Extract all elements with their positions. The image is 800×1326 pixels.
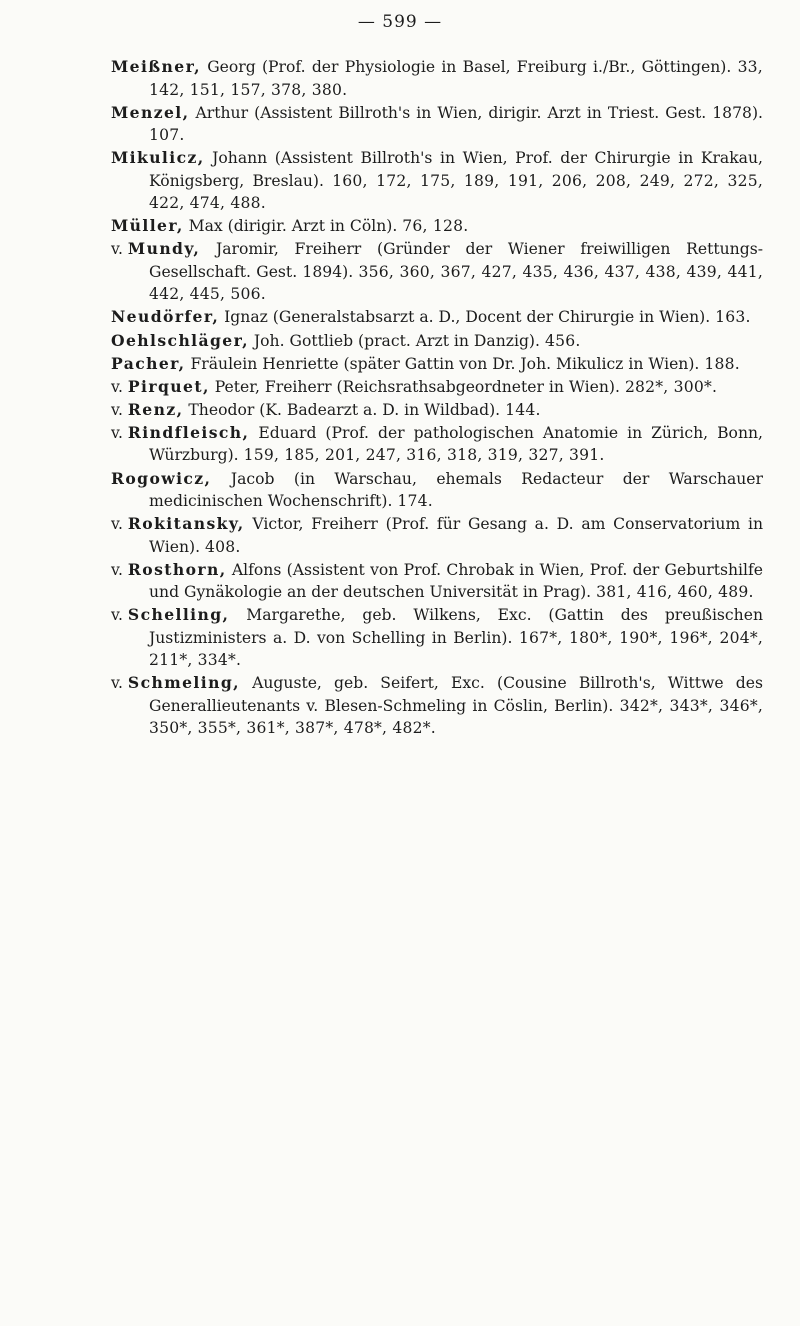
index-entry [111, 215, 763, 238]
index-entry [111, 559, 763, 604]
index-entry [111, 147, 763, 215]
entry-description: Johann (Assistent Billroth's in Wien, Prof. der Chirurgie in Krakau, Königsberg, Breslau). [149, 149, 763, 190]
entry-description: Max (dirigir. Arzt in Cöln). [188, 217, 398, 236]
entry-pages: 408. [205, 537, 241, 556]
entry-description: Fräulein Henriette (später Gattin von Dr. Joh. Mikulicz in Wien). [190, 354, 700, 373]
entry-pages: 174. [397, 492, 433, 511]
entry-pages: 342*, 343*, 346*, 350*, 355*, 361*, 387*, 478*, 482*. [149, 696, 763, 738]
entry-prefix: v. [111, 377, 123, 396]
index-entry [111, 330, 763, 353]
page-number: — 599 — [357, 12, 443, 32]
entry-pages: 381, 416, 460, 489. [596, 583, 754, 602]
index-entry [111, 422, 763, 467]
entry-description: Auguste, geb. Seifert, Exc. (Cousine Billroth's, Wittwe des Generallieutenants v. Blesen-Schmeling in Cöslin, Berlin). [149, 674, 763, 715]
entry-description: Jacob (in Warschau, ehemals Redacteur der Warschauer medicinischen Wochenschrift). [149, 469, 763, 511]
entry-prefix: v. [111, 674, 123, 693]
entry-pages: 76, 128. [402, 217, 469, 236]
entry-description: Joh. Gottlieb (pract. Arzt in Danzig). [253, 331, 540, 350]
entry-name: Schmeling, [127, 673, 240, 693]
index-entry [111, 468, 763, 513]
index-entry [111, 672, 763, 740]
entry-description: Margarethe, geb. Wilkens, Exc. (Gattin des preußischen Justizministers a. D. von Schelling in Berlin). [149, 606, 763, 647]
entry-pages: 107. [149, 126, 185, 145]
entry-description: Ignaz (Generalstabsarzt a. D., Docent der Chirurgie in Wien). [224, 308, 711, 327]
entry-description: Eduard (Prof. der pathologischen Anatomie in Zürich, Bonn, Würzburg). [149, 423, 763, 465]
entry-name: Rokitansky, [127, 514, 245, 534]
entry-prefix: v. [111, 606, 123, 625]
entry-name: Mundy, [127, 239, 201, 259]
entry-description: Jaromir, Freiherr (Gründer der Wiener freiwilligen Rettungs-Gesellschaft. Gest. 1894). [149, 240, 763, 281]
index-entry [111, 376, 763, 399]
index-entry [111, 102, 763, 147]
index-entries [111, 56, 763, 741]
entry-name: Rindfleisch, [127, 422, 250, 442]
entry-pages: 159, 185, 201, 247, 316, 318, 319, 327, 391. [243, 446, 605, 465]
entry-name: Oehlschläger, [111, 330, 249, 350]
entry-description: Alfons (Assistent von Prof. Chrobak in Wien, Prof. der Geburtshilfe und Gynäkologie an der deutschen Universität in Prag). [149, 560, 763, 602]
entry-pages: 144. [505, 400, 541, 419]
entry-name: Schelling, [127, 605, 230, 625]
entry-name: Pacher, [111, 353, 186, 373]
index-entry [111, 353, 763, 376]
entry-pages: 456. [544, 331, 581, 350]
entry-name: Neudörfer, [111, 307, 220, 327]
entry-name: Rogowicz, [111, 468, 212, 488]
entry-prefix: v. [111, 560, 123, 579]
entry-description: Peter, Freiherr (Reichsrathsabgeordneter in Wien). [214, 377, 620, 396]
entry-description: Georg (Prof. der Physiologie in Basel, Freiburg i./Br., Göttingen). [207, 58, 732, 76]
index-entry [111, 238, 763, 306]
entry-prefix: v. [111, 240, 123, 259]
index-entry [111, 399, 763, 422]
entry-name: Müller, [111, 216, 184, 236]
entry-name: Menzel, [111, 102, 190, 122]
entry-description: Theodor (K. Badearzt a. D. in Wildbad). [188, 400, 501, 419]
entry-pages: 188. [704, 354, 740, 373]
index-entry [111, 604, 763, 672]
index-entry [111, 513, 763, 558]
entry-pages: 33, 142, 151, 157, 378, 380. [149, 58, 763, 99]
entry-name: Rosthorn, [127, 559, 227, 579]
entry-pages: 163. [715, 308, 751, 327]
index-entry [111, 306, 763, 329]
entry-pages: 160, 172, 175, 189, 191, 206, 208, 249, 272, 325, 422, 474, 488. [149, 171, 763, 213]
entry-prefix: v. [111, 515, 123, 534]
entry-pages: 167*, 180*, 190*, 196*, 204*, 211*, 334*. [149, 628, 763, 670]
entry-description: Victor, Freiherr (Prof. für Gesang a. D. am Conservatorium in Wien). [149, 515, 763, 556]
entry-prefix: v. [111, 400, 123, 419]
entry-name: Renz, [127, 399, 184, 419]
entry-pages: 282*, 300*. [624, 377, 718, 396]
entry-pages: 356, 360, 367, 427, 435, 436, 437, 438, 439, 441, 442, 445, 506. [149, 262, 763, 304]
entry-prefix: v. [111, 423, 123, 442]
entry-name: Meißner, [111, 57, 201, 76]
index-entry [111, 56, 763, 101]
entry-name: Mikulicz, [111, 148, 205, 168]
entry-description: Arthur (Assistent Billroth's in Wien, dirigir. Arzt in Triest. Gest. 1878). [195, 103, 763, 122]
entry-name: Pirquet, [127, 376, 210, 396]
